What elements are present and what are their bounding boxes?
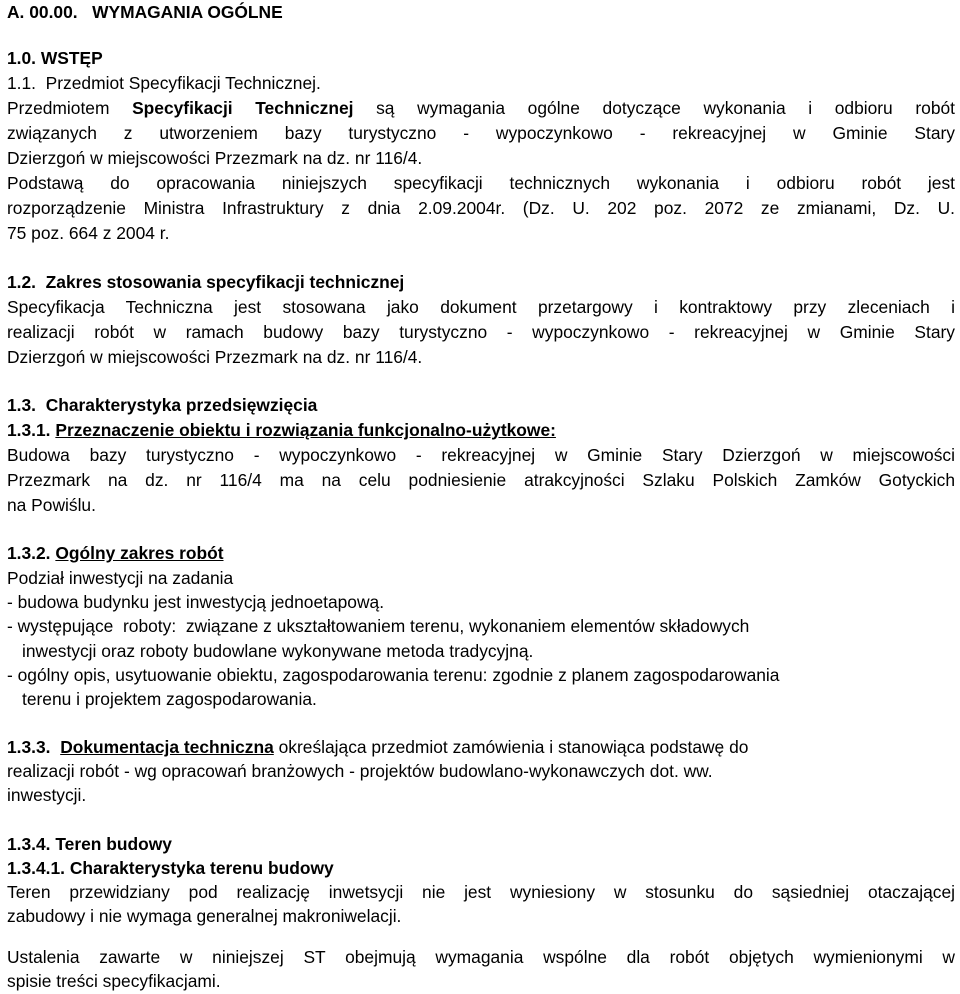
section-1-3-heading: 1.3. Charakterystyka przedsięwzięcia — [7, 395, 318, 415]
paragraph-line: Przedmiotem Specyfikacji Technicznej są wymagania ogólne dotyczące wykonania i odbioru robót — [7, 98, 955, 118]
paragraph-line: Ustalenia zawarte w niniejszej ST obejmują wymagania wspólne dla robót objętych wymienionymi w — [7, 947, 955, 967]
paragraph-line: spisie treści specyfikacjami. — [7, 971, 221, 991]
paragraph-line: realizacji robót w ramach budowy bazy turystyczno - wypoczynkowo - rekreacyjnej w Gminie Stary — [7, 322, 955, 342]
list-item: - występujące roboty: związane z ukształtowaniem terenu, wykonaniem elementów składowych — [7, 616, 750, 636]
section-1-3-1-heading: 1.3.1. Przeznaczenie obiektu i rozwiązania funkcjonalno-użytkowe: — [7, 420, 556, 440]
paragraph-line: Specyfikacja Techniczna jest stosowana jako dokument przetargowy i kontraktowy przy zleceniach i — [7, 297, 955, 317]
list-item: - ogólny opis, usytuowanie obiektu, zagospodarowania terenu: zgodnie z planem zagospodarowania — [7, 665, 780, 685]
list-item: - budowa budynku jest inwestycją jednoetapową. — [7, 592, 385, 612]
list-item-continuation: inwestycji oraz roboty budowlane wykonywane metoda tradycyjną. — [22, 641, 534, 661]
paragraph-line: Podział inwestycji na zadania — [7, 568, 234, 588]
section-1-3-4-1-heading: 1.3.4.1. Charakterystyka terenu budowy — [7, 858, 334, 878]
paragraph-line: realizacji robót - wg opracowań branżowych - projektów budowlano-wykonawczych dot. ww. — [7, 761, 713, 781]
main-heading: A. 00.00. WYMAGANIA OGÓLNE — [7, 2, 283, 22]
section-1-1-heading: 1.1. Przedmiot Specyfikacji Technicznej. — [7, 73, 321, 93]
paragraph-line: na Powiślu. — [7, 495, 96, 515]
paragraph-line: inwestycji. — [7, 785, 87, 805]
section-1-0-heading: 1.0. WSTĘP — [7, 48, 103, 68]
list-item-continuation: terenu i projektem zagospodarowania. — [22, 689, 317, 709]
paragraph-line: Dzierzgoń w miejscowości Przezmark na dz. nr 116/4. — [7, 347, 423, 367]
section-1-3-2-heading: 1.3.2. Ogólny zakres robót — [7, 543, 224, 563]
section-1-3-3-heading: 1.3.3. Dokumentacja techniczna określająca przedmiot zamówienia i stanowiąca podstawę do — [7, 737, 749, 757]
paragraph-line: Budowa bazy turystyczno - wypoczynkowo - rekreacyjnej w Gminie Stary Dzierzgoń w miejscowości — [7, 445, 955, 465]
section-1-3-4-heading: 1.3.4. Teren budowy — [7, 834, 172, 854]
section-1-2-heading: 1.2. Zakres stosowania specyfikacji technicznej — [7, 272, 405, 292]
paragraph-line: Podstawą do opracowania niniejszych specyfikacji technicznych wykonania i odbioru robót jest — [7, 173, 955, 193]
paragraph-line: Przezmark na dz. nr 116/4 ma na celu podniesienie atrakcyjności Szlaku Polskich Zamków Gotyckich — [7, 470, 955, 490]
paragraph-line: 75 poz. 664 z 2004 r. — [7, 223, 170, 243]
paragraph-line: zabudowy i nie wymaga generalnej makroniwelacji. — [7, 906, 402, 926]
paragraph-line: związanych z utworzeniem bazy turystyczno - wypoczynkowo - rekreacyjnej w Gminie Stary — [7, 123, 955, 143]
paragraph-line: Dzierzgoń w miejscowości Przezmark na dz. nr 116/4. — [7, 148, 423, 168]
paragraph-line: rozporządzenie Ministra Infrastruktury z dnia 2.09.2004r. (Dz. U. 202 poz. 2072 ze zmianami, Dz. U. — [7, 198, 955, 218]
paragraph-line: Teren przewidziany pod realizację inwetsycji nie jest wyniesiony w stosunku do sąsiedniej otaczającej — [7, 882, 955, 902]
